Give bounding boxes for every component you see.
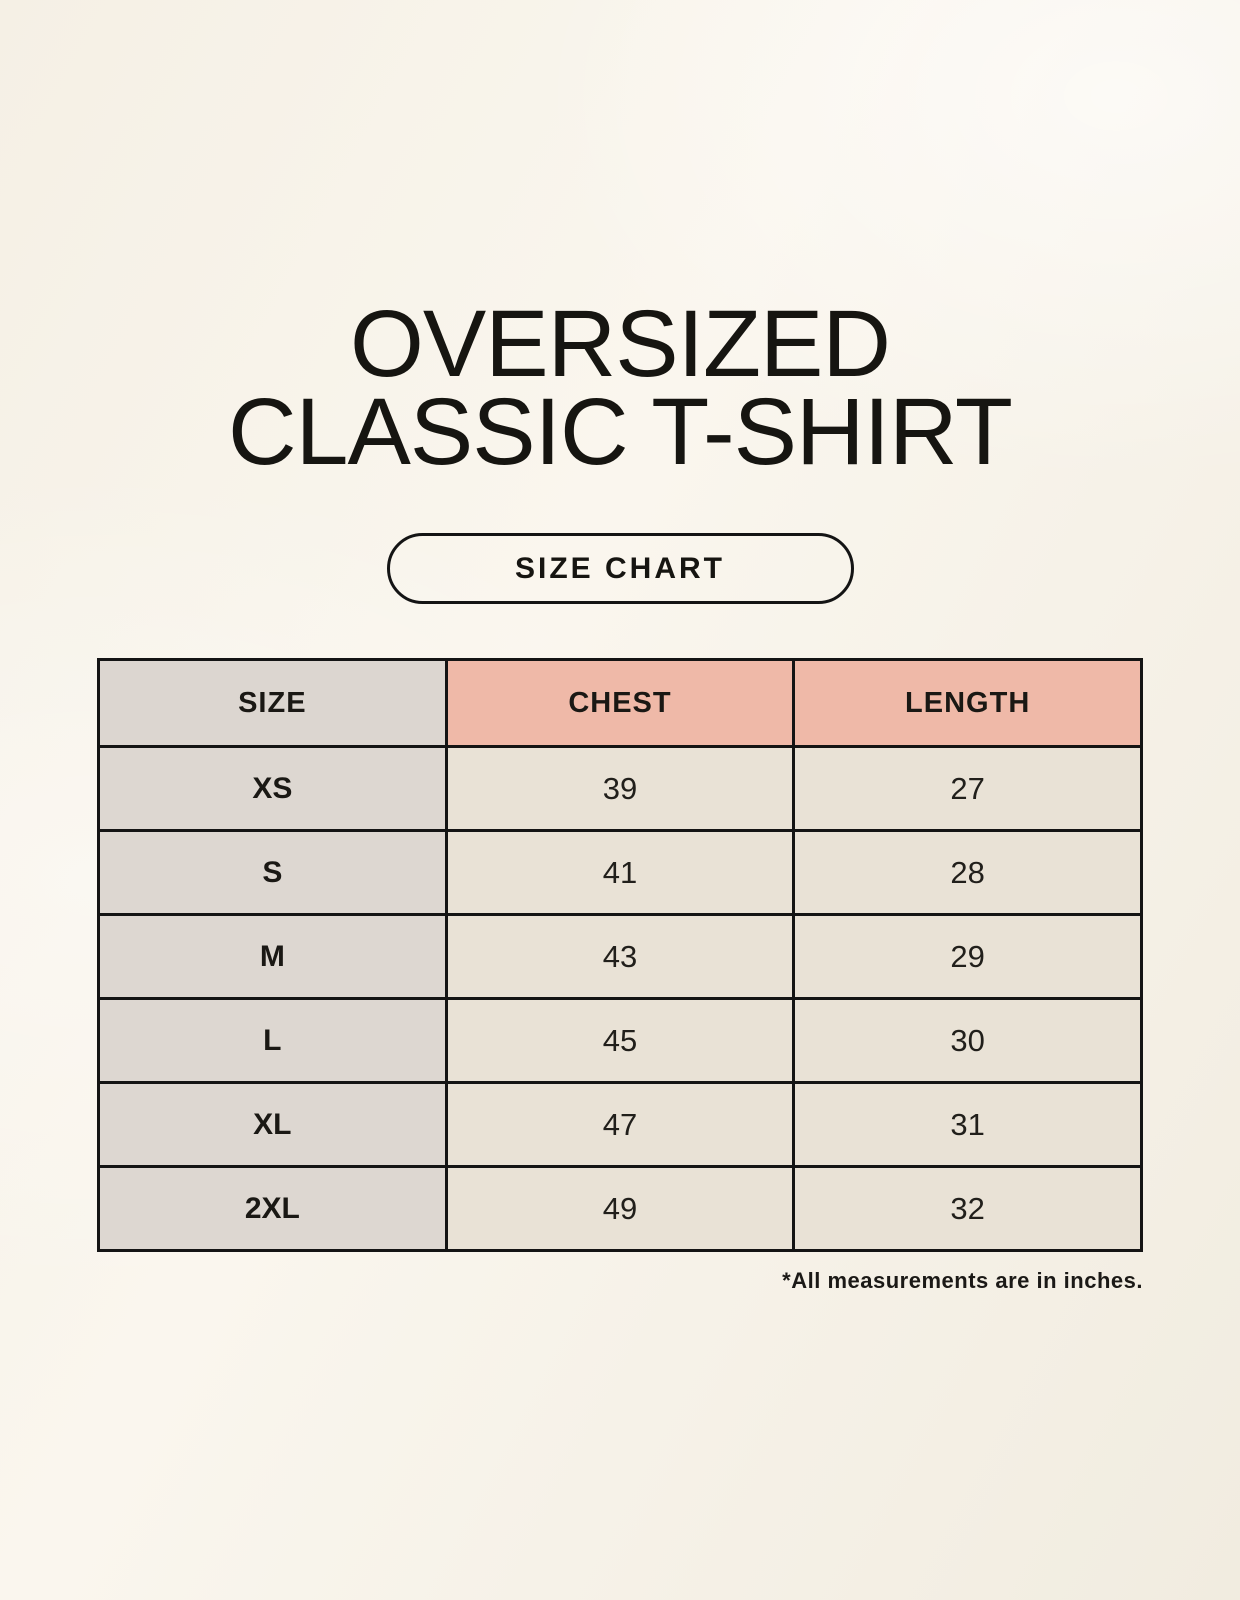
- size-chart-button[interactable]: [387, 533, 854, 604]
- chest-value: 47: [446, 1083, 794, 1167]
- size-label: XL: [99, 1083, 447, 1167]
- table-row: [99, 831, 1142, 915]
- product-title-line2: CLASSIC T-SHIRT: [228, 379, 1012, 485]
- size-label: M: [99, 915, 447, 999]
- column-header-chest: CHEST: [446, 660, 794, 747]
- table-row: [99, 1083, 1142, 1167]
- chest-value: 41: [446, 831, 794, 915]
- length-value: 30: [794, 999, 1142, 1083]
- measurement-note: *All measurements are in inches.: [782, 1268, 1143, 1293]
- product-title-line1: OVERSIZED: [350, 291, 890, 397]
- table-row: [99, 915, 1142, 999]
- length-value: 32: [794, 1167, 1142, 1251]
- column-header-length: LENGTH: [794, 660, 1142, 747]
- size-chart-button-wrap: [0, 533, 1240, 604]
- product-title: [0, 291, 1240, 485]
- size-label: 2XL: [99, 1167, 447, 1251]
- chest-value: 49: [446, 1167, 794, 1251]
- size-chart-button-label: SIZE CHART: [515, 551, 725, 585]
- table-row: [99, 999, 1142, 1083]
- size-label: XS: [99, 747, 447, 831]
- table-row: [99, 747, 1142, 831]
- chest-value: 43: [446, 915, 794, 999]
- length-value: 28: [794, 831, 1142, 915]
- chest-value: 39: [446, 747, 794, 831]
- length-value: 27: [794, 747, 1142, 831]
- length-value: 29: [794, 915, 1142, 999]
- length-value: 31: [794, 1083, 1142, 1167]
- column-header-size: SIZE: [99, 660, 447, 747]
- table-row: [99, 1167, 1142, 1251]
- chest-value: 45: [446, 999, 794, 1083]
- size-label: L: [99, 999, 447, 1083]
- size-label: S: [99, 831, 447, 915]
- size-table: [97, 658, 1143, 1252]
- table-header-row: [99, 660, 1142, 747]
